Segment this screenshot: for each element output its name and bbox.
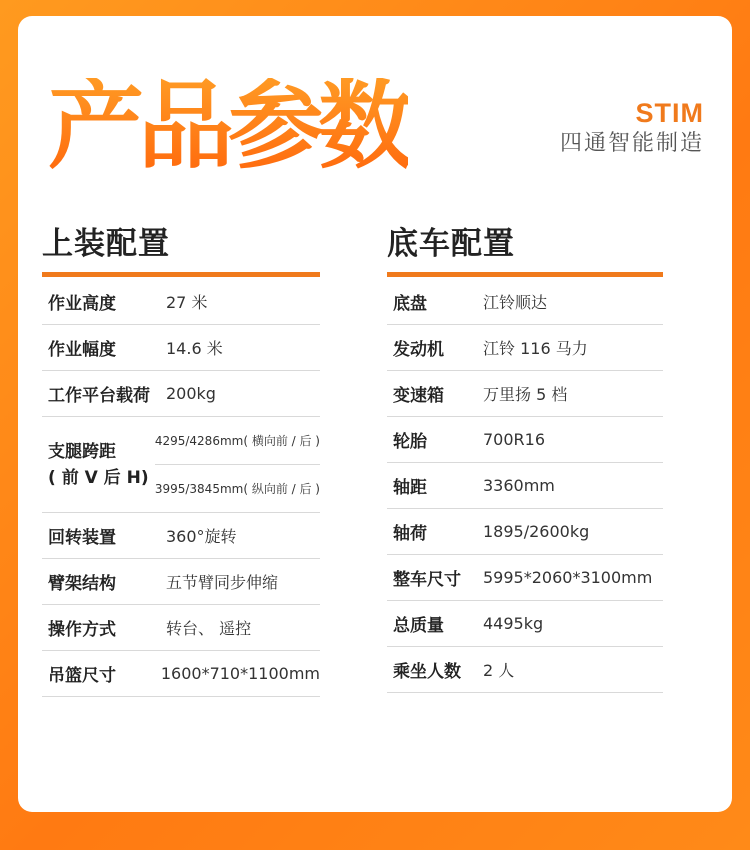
spec-value: 2 人 [483, 661, 515, 680]
spec-row-working-range [42, 325, 320, 371]
brand-name: STIM [635, 98, 704, 128]
spec-value: 14.6 米 [166, 339, 223, 358]
spec-key: 臂架结构 [48, 574, 116, 594]
spec-key: 吊篮尺寸 [48, 666, 116, 686]
brand-subtitle: 四通智能制造 [559, 131, 704, 156]
spec-key: 轴距 [393, 478, 427, 498]
spec-value: 360°旋转 [166, 527, 237, 546]
spec-key: 总质量 [393, 616, 444, 636]
spec-key: 操作方式 [48, 620, 116, 640]
spec-row-tires [387, 417, 663, 463]
spec-value-longitudinal: 3995/3845mm( 纵向前 / 后 ) [154, 482, 320, 496]
spec-key: 轴荷 [393, 524, 427, 544]
chassis-config-section [387, 224, 663, 693]
spec-value: 江铃顺达 [483, 293, 548, 312]
spec-key-line1: 支腿跨距 [48, 441, 116, 462]
spec-row-axle-load [387, 509, 663, 555]
spec-row-boom-structure [42, 559, 320, 605]
spec-row-overall-size [387, 555, 663, 601]
spec-value: 1895/2600kg [483, 522, 590, 541]
upper-config-accent-bar [42, 272, 320, 277]
spec-key: 工作平台载荷 [48, 386, 150, 406]
spec-row-working-height [42, 279, 320, 325]
spec-key: 回转装置 [48, 528, 116, 548]
spec-value: 200kg [166, 384, 216, 403]
spec-row-outrigger-span [42, 417, 320, 513]
spec-row-wheelbase [387, 463, 663, 509]
spec-value: 27 米 [166, 293, 208, 312]
spec-row-seats [387, 647, 663, 693]
spec-value: 3360mm [483, 476, 555, 495]
spec-key: 发动机 [393, 340, 444, 360]
page-title: 产品参数 [48, 70, 408, 182]
spec-value: 700R16 [483, 430, 546, 449]
spec-subrows [155, 417, 320, 512]
spec-key: 作业高度 [48, 294, 116, 314]
spec-row-engine [387, 325, 663, 371]
spec-value: 江铃 116 马力 [483, 339, 588, 358]
spec-value: 5995*2060*3100mm [483, 568, 653, 587]
spec-row-platform-load [42, 371, 320, 417]
spec-key-line2: ( 前 V 后 H) [48, 467, 149, 488]
spec-value-transverse: 4295/4286mm( 横向前 / 后 ) [155, 417, 320, 465]
brand-block [560, 100, 704, 155]
spec-value: 五节臂同步伸缩 [166, 573, 279, 592]
spec-key: 轮胎 [393, 432, 427, 452]
chassis-config-accent-bar [387, 272, 663, 277]
spec-key: 作业幅度 [48, 340, 116, 360]
spec-key: 乘坐人数 [393, 662, 461, 682]
spec-row-operation-mode [42, 605, 320, 651]
spec-row-slewing [42, 513, 320, 559]
spec-row-gearbox [387, 371, 663, 417]
spec-value: 4495kg [483, 614, 544, 633]
spec-row-chassis [387, 279, 663, 325]
upper-config-section [42, 224, 320, 697]
spec-row-total-mass [387, 601, 663, 647]
chassis-config-heading: 底车配置 [387, 226, 515, 262]
spec-key: 整车尺寸 [393, 570, 461, 590]
upper-config-heading: 上装配置 [42, 226, 170, 262]
spec-value: 转台、 遥控 [166, 619, 252, 638]
spec-value: 1600*710*1100mm [160, 664, 320, 683]
spec-key: 变速箱 [393, 386, 444, 406]
spec-value: 万里扬 5 档 [483, 385, 568, 404]
spec-key [42, 439, 155, 491]
spec-key: 底盘 [393, 294, 427, 314]
spec-row-basket-size [42, 651, 320, 697]
